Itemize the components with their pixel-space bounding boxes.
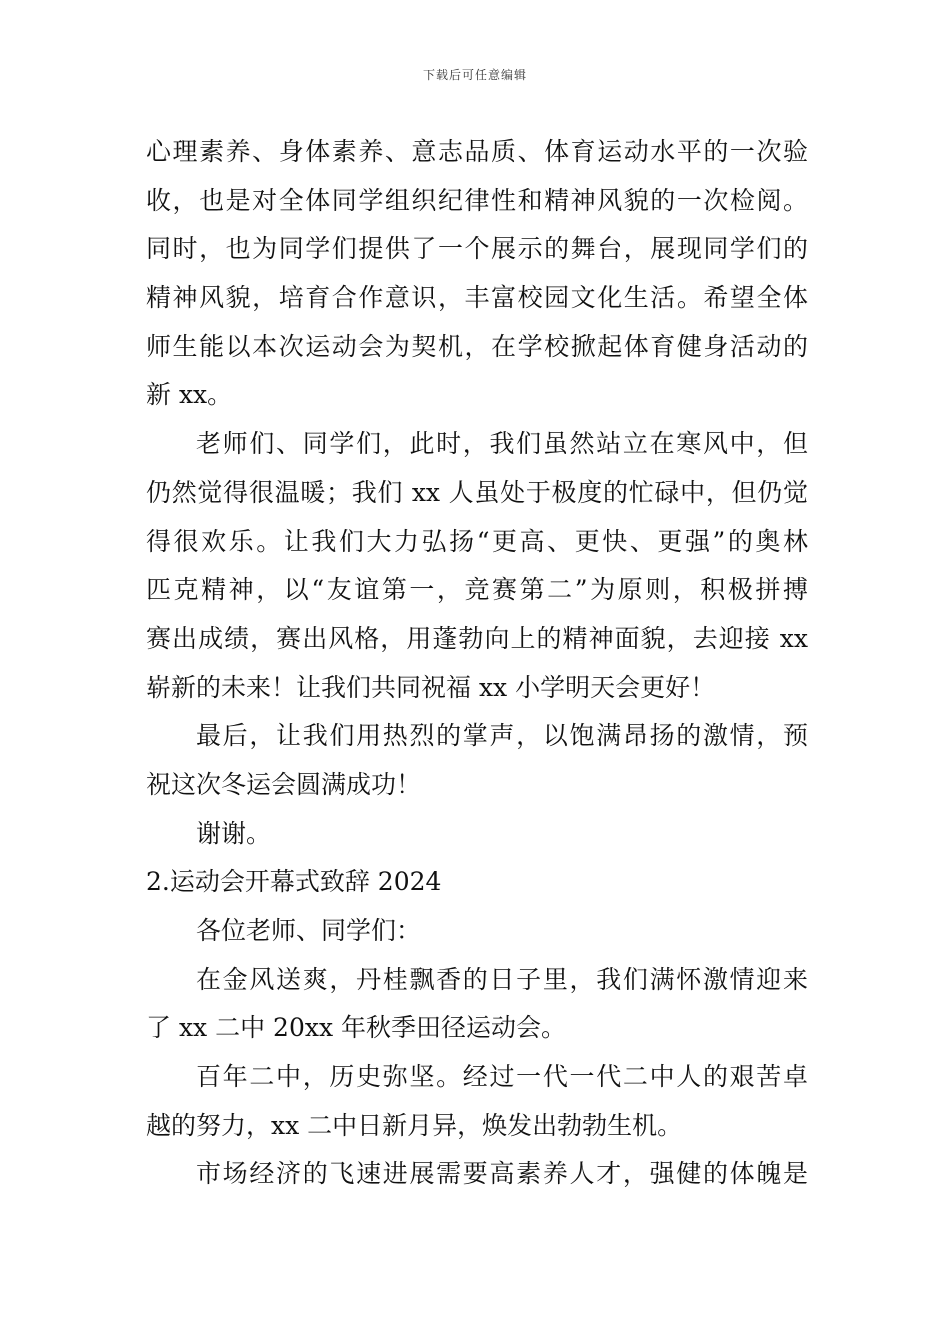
paragraph-start: 在金风送爽，丹桂飘香的日子里，我们满怀激情迎来: [196, 964, 808, 994]
salutation: 各位老师、同学们：: [196, 916, 422, 945]
text-line: 师生能以本次运动会为契机，在学校掀起体育健身活动的: [146, 331, 808, 361]
paragraph-start: 最后，让我们用热烈的掌声，以饱满昂扬的激情，预: [196, 721, 808, 751]
section-heading: 2.运动会开幕式致辞 2024: [146, 867, 442, 897]
document-body: [146, 128, 808, 1199]
text-line: 得很欢乐。让我们大力弘扬“更高、更快、更强”的奥林: [146, 526, 808, 556]
text-line: 赛出成绩，赛出风格，用蓬勃向上的精神面貌，去迎接 xx: [146, 623, 808, 653]
page-header: 下载后可任意编辑: [422, 68, 527, 82]
text-line: 精神风貌，培育合作意识，丰富校园文化生活。希望全体: [146, 283, 808, 313]
text-line: 崭新的未来！让我们共同祝福 xx 小学明天会更好！: [146, 672, 716, 702]
text-line: 祝这次冬运会圆满成功！: [146, 769, 422, 799]
paragraph-start: 市场经济的飞速进展需要高素养人才，强健的体魄是: [196, 1159, 808, 1189]
paragraph-start: 谢谢。: [196, 818, 272, 848]
text-line: 同时，也为同学们提供了一个展示的舞台，展现同学们的: [146, 234, 808, 264]
text-line: 新 xx。: [146, 380, 233, 410]
text-line: 越的努力，xx 二中日新月异，焕发出勃勃生机。: [146, 1110, 683, 1140]
text-line: 匹克精神，以“友谊第一，竞赛第二”为原则，积极拼搏: [146, 575, 808, 605]
text-line: 心理素养、身体素养、意志品质、体育运动水平的一次验: [146, 137, 808, 166]
text-line: 收，也是对全体同学组织纪律性和精神风貌的一次检阅。: [146, 185, 808, 215]
text-line: 仍然觉得很温暖；我们 xx 人虽处于极度的忙碌中，但仍觉: [146, 477, 808, 507]
paragraph-start: 百年二中，历史弥坚。经过一代一代二中人的艰苦卓: [196, 1062, 808, 1092]
paragraph-start: 老师们、同学们，此时，我们虽然站立在寒风中，但: [196, 429, 808, 459]
text-line: 了 xx 二中 20xx 年秋季田径运动会。: [146, 1013, 566, 1043]
